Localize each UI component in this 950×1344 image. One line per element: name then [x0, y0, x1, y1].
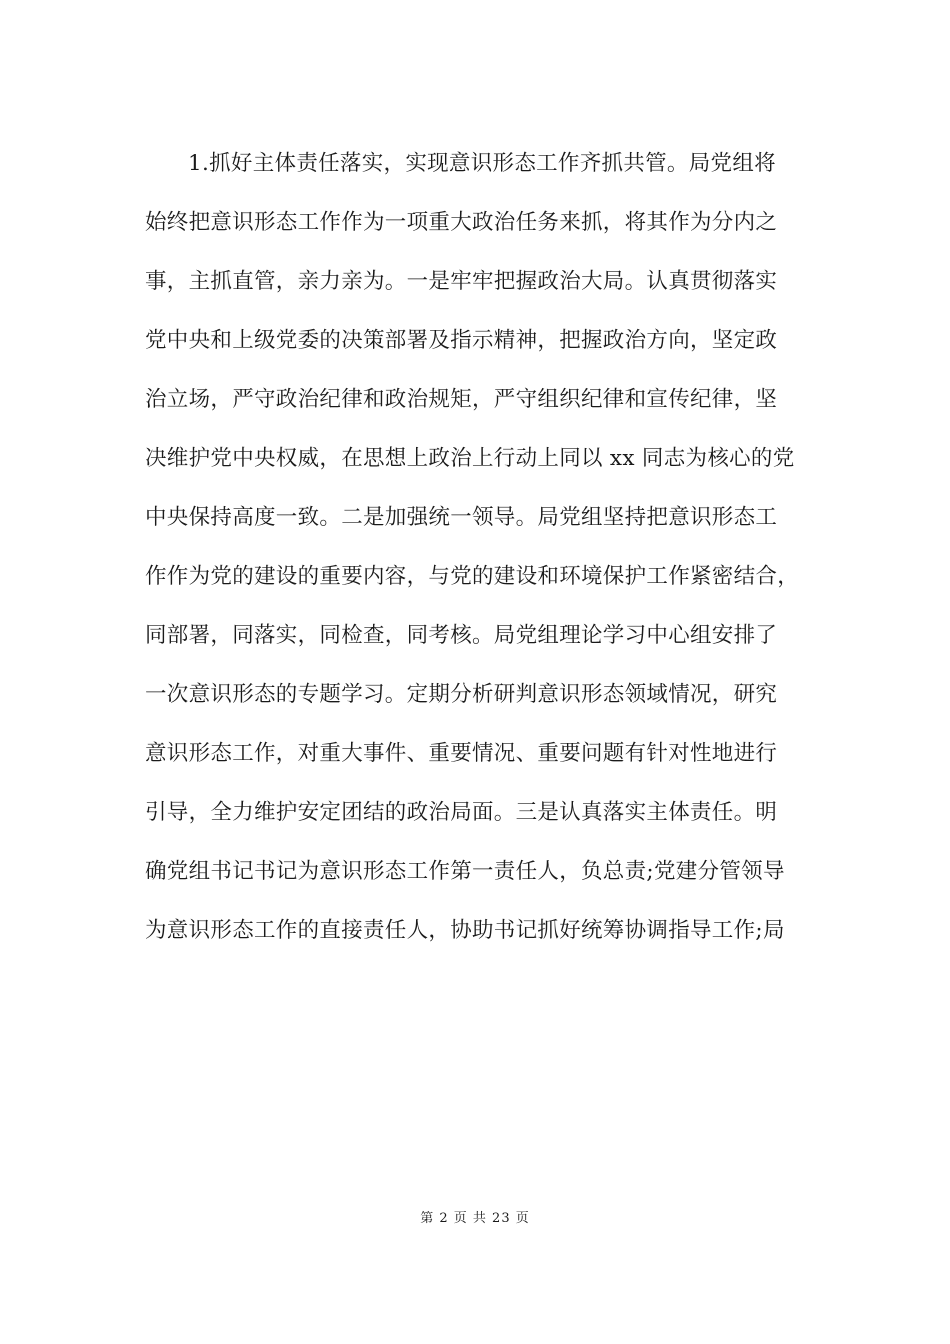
text-line-14: 为意识形态工作的直接责任人，协助书记抓好统筹协调指导工作;局	[145, 918, 785, 943]
text-line-13: 确党组书记书记为意识形态工作第一责任人，负总责;党建分管领导	[145, 859, 785, 884]
text-line-12: 引导，全力维护安定团结的政治局面。三是认真落实主体责任。明	[145, 800, 778, 825]
text-line-6: 决维护党中央权威，在思想上政治上行动上同以 xx 同志为核心的党	[145, 446, 795, 471]
text-line-3: 事，主抓直管，亲力亲为。一是牢牢把握政治大局。认真贯彻落实	[145, 269, 778, 294]
text-line-11: 意识形态工作，对重大事件、重要情况、重要问题有针对性地进行	[145, 741, 778, 766]
text-line-9: 同部署，同落实，同检查，同考核。局党组理论学习中心组安排了	[145, 623, 778, 648]
body-paragraph	[145, 134, 815, 960]
text-line-2: 始终把意识形态工作作为一项重大政治任务来抓，将其作为分内之	[145, 210, 778, 235]
text-line-10: 一次意识形态的专题学习。定期分析研判意识形态领域情况，研究	[145, 682, 778, 707]
text-line-5: 治立场，严守政治纪律和政治规矩，严守组织纪律和宣传纪律，坚	[145, 387, 778, 412]
page-number-footer: 第 2 页 共 23 页	[420, 1211, 530, 1226]
text-line-1: 1.抓好主体责任落实，实现意识形态工作齐抓共管。局党组将	[188, 151, 776, 176]
text-line-8: 作作为党的建设的重要内容，与党的建设和环境保护工作紧密结合，	[145, 564, 800, 589]
text-line-7: 中央保持高度一致。二是加强统一领导。局党组坚持把意识形态工	[145, 505, 778, 530]
text-line-4: 党中央和上级党委的决策部署及指示精神，把握政治方向，坚定政	[145, 328, 778, 353]
